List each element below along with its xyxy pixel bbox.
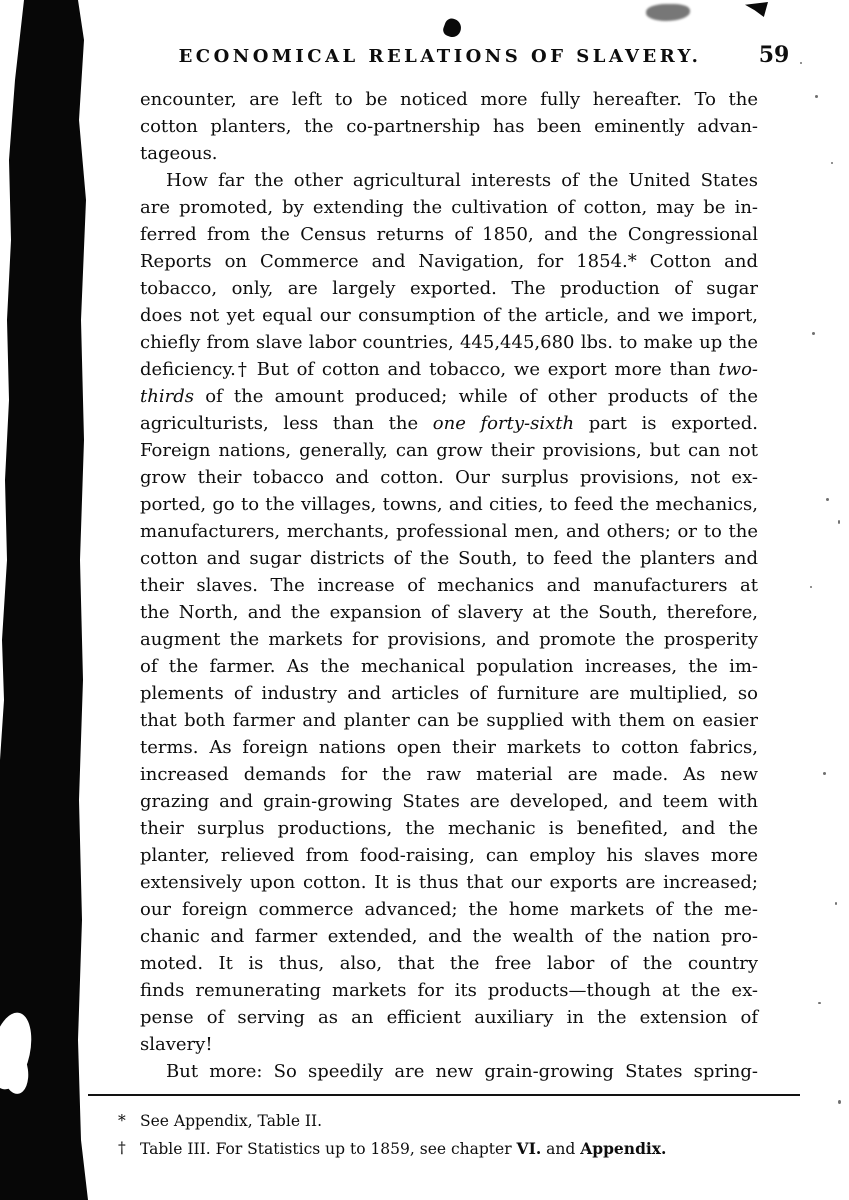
text-line: [140, 518, 758, 545]
text-run: extensively upon cotton. It is thus that our exports are increased;: [140, 872, 758, 893]
text-line: [140, 1058, 758, 1085]
text-run: their surplus productions, the mechanic is benefited, and the: [140, 818, 758, 839]
text-run: does not yet equal our consumption of the article, and we import,: [140, 305, 758, 326]
text-run: part is exported.: [574, 413, 758, 434]
speckle: [838, 1100, 841, 1104]
speckle: [800, 62, 802, 64]
footnote-marker: †: [118, 1139, 126, 1157]
text-run: finds remunerating markets for its products—though at the ex-: [140, 980, 758, 1001]
text-line: [140, 923, 758, 950]
text-line: [140, 329, 758, 356]
text-line: [140, 680, 758, 707]
text-run: are promoted, by extending the cultivation of cotton, may be in-: [140, 197, 758, 218]
text-line: [140, 464, 758, 491]
text-run: pense of serving as an efficient auxiliary in the extension of: [140, 1007, 758, 1028]
text-run: that both farmer and planter can be supplied with them on easier: [140, 710, 758, 731]
text-line: [140, 842, 758, 869]
text-run: chanic and farmer extended, and the wealth of the nation pro-: [140, 926, 758, 947]
text-line: [140, 896, 758, 923]
text-run: Appendix.: [580, 1139, 667, 1158]
text-run: the North, and the expansion of slavery at the South, therefore,: [140, 602, 758, 623]
text-line: [140, 410, 758, 437]
text-run: moted. It is thus, also, that the free labor of the country: [140, 953, 758, 974]
text-line: [140, 113, 758, 140]
text-line: [140, 221, 758, 248]
footnote-text: [140, 1108, 322, 1135]
text-run: plements of industry and articles of furniture are multiplied, so: [140, 683, 758, 704]
text-line: [140, 167, 758, 194]
text-line: [140, 815, 758, 842]
text-line: [140, 86, 758, 113]
text-run: Table III. For Statistics up to 1859, see chapter: [140, 1140, 517, 1158]
text-line: [140, 950, 758, 977]
text-line: [140, 977, 758, 1004]
text-run: tobacco, only, are largely exported. The production of sugar: [140, 278, 758, 299]
ink-blot: [441, 17, 463, 40]
text-line: [140, 356, 758, 383]
text-line: [140, 869, 758, 896]
text-line: [140, 626, 758, 653]
text-run: How far the other agricultural interests of the United States: [166, 170, 758, 191]
text-run: encounter, are left to be noticed more fully hereafter. To the: [140, 89, 758, 110]
footnote-marker: *: [118, 1112, 126, 1130]
text-line: [140, 140, 758, 167]
text-line: [140, 545, 758, 572]
body-text: [140, 86, 758, 1085]
text-run: See Appendix, Table II.: [140, 1112, 323, 1130]
text-run: increased demands for the raw material are made. As new: [140, 764, 758, 785]
text-run: chiefly from slave labor countries, 445,445,680 lbs. to make up the: [140, 332, 758, 353]
text-run: our foreign commerce advanced; the home markets of the me-: [140, 899, 758, 920]
text-line: [140, 761, 758, 788]
text-run: Foreign nations, generally, can grow their provisions, but can not: [140, 440, 758, 461]
text-line: [140, 437, 758, 464]
text-run: cotton planters, the co-partnership has been eminently advan-: [140, 116, 758, 137]
text-run: and: [541, 1140, 581, 1158]
footnote: [118, 1108, 778, 1135]
text-line: [140, 788, 758, 815]
text-line: [140, 653, 758, 680]
footnote-text: [140, 1135, 666, 1163]
text-run: agriculturists, less than the: [140, 413, 433, 434]
speckle: [826, 498, 829, 501]
text-line: [140, 707, 758, 734]
text-line: [140, 302, 758, 329]
text-line: [140, 1004, 758, 1031]
text-run: one forty-sixth: [432, 413, 575, 434]
text-run: grazing and grain-growing States are developed, and teem with: [140, 791, 758, 812]
text-run: augment the markets for provisions, and promote the prosperity: [140, 629, 758, 650]
speckle: [838, 520, 840, 524]
text-run: of the farmer. As the mechanical population increases, the im-: [140, 656, 758, 677]
text-run: But more: So speedily are new grain-growing States spring-: [166, 1061, 758, 1082]
text-run: deficiency.† But of cotton and tobacco, we export more than: [140, 359, 719, 380]
text-line: [140, 572, 758, 599]
text-run: thirds: [140, 386, 194, 407]
ink-mark: [745, 2, 768, 17]
text-line: [140, 383, 758, 410]
text-run: tageous.: [140, 143, 218, 164]
text-run: VI.: [516, 1139, 542, 1158]
text-run: terms. As foreign nations open their markets to cotton fabrics,: [140, 737, 758, 758]
text-run: grow their tobacco and cotton. Our surplus provisions, not ex-: [140, 467, 758, 488]
text-run: Reports on Commerce and Navigation, for 1854.* Cotton and: [140, 251, 758, 272]
text-run: manufacturers, merchants, professional men, and others; or to the: [140, 521, 758, 542]
ink-smudge: [646, 4, 690, 21]
speckle: [818, 1002, 821, 1004]
text-run: their slaves. The increase of mechanics and manufacturers at: [140, 575, 758, 596]
speckle: [810, 586, 812, 588]
text-line: [140, 248, 758, 275]
footnote-rule: [88, 1094, 800, 1096]
speckle: [831, 162, 833, 164]
text-line: [140, 491, 758, 518]
speckle: [815, 95, 818, 98]
speckle: [823, 772, 826, 775]
text-run: planter, relieved from food-raising, can employ his slaves more: [140, 845, 758, 866]
text-run: two-: [718, 359, 758, 380]
speckle: [812, 332, 815, 335]
speckle: [835, 902, 837, 905]
text-line: [140, 194, 758, 221]
text-run: slavery!: [140, 1034, 213, 1055]
text-run: of the amount produced; while of other products of the: [193, 386, 758, 407]
text-line: [140, 275, 758, 302]
running-header: ECONOMICAL RELATIONS OF SLAVERY.: [178, 46, 702, 67]
text-run: ported, go to the villages, towns, and cities, to feed the mechanics,: [140, 494, 758, 515]
text-run: ferred from the Census returns of 1850, and the Congressional: [140, 224, 758, 245]
text-line: [140, 599, 758, 626]
text-line: [140, 734, 758, 761]
page-number: 59: [758, 42, 790, 68]
footnotes: [118, 1108, 778, 1163]
footnote: [118, 1135, 778, 1163]
text-run: cotton and sugar districts of the South, to feed the planters and: [140, 548, 758, 569]
text-line: [140, 1031, 758, 1058]
